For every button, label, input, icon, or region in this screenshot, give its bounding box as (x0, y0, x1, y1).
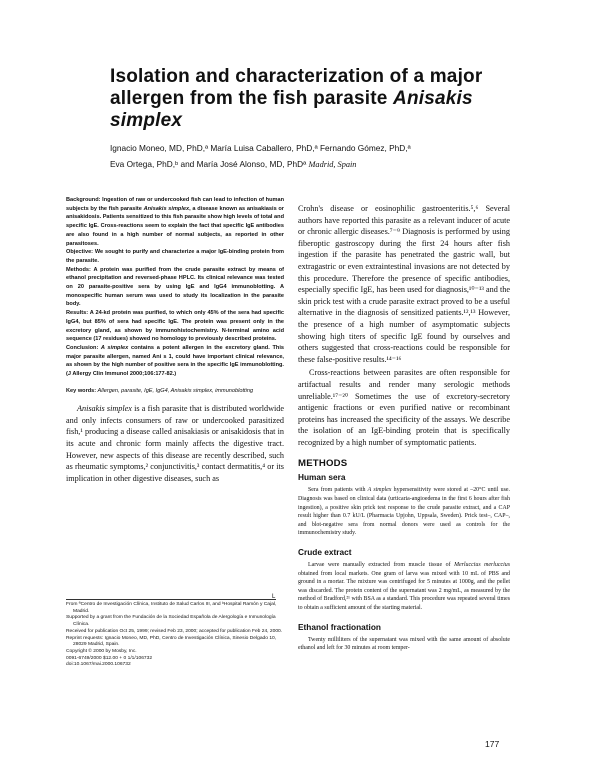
footnote-reprint: Reprint requests: Ignacio Moneo, MD, PhD, Centro de Investigación Clínica, Sinesio Delgado 10, 28029 Madrid, Spain. (66, 635, 277, 648)
crude-extract-heading: Crude extract (298, 547, 352, 558)
footnote-affiliation: From ªCentro de Investigación Clínica, Instituto de Salud Carlos III, and ᵇHospital Ramón y Cajal, Madrid. (66, 602, 277, 614)
authors-line-1: Ignacio Moneo, MD, PhD,ª María Luisa Caballero, PhD,ª Fernando Gómez, PhD,ª (110, 143, 411, 153)
title-line-3: simplex (110, 110, 183, 131)
title-line-2: allergen from the fish parasite Anisakis (110, 88, 473, 109)
abstract-results: Results: A 24-kd protein was purified, to which only 45% of the sera had specific IgG4, but 85% of sera had specific IgE. The protein was present only in the excretory gland, as shown by immunohistochemistry. N-terminal amino acid sequence (17 residues) showed no homology to previously described proteins. (66, 310, 284, 343)
abstract-objective: Objective: We sought to purify and characterize a major IgE-binding protein from the parasite. (66, 249, 284, 264)
left-column (66, 196, 284, 484)
methods-heading: METHODS (298, 458, 348, 470)
authors-line-2: Eva Ortega, PhD,ᵇ and María José Alonso, MD, PhDª Madrid, Spain (110, 159, 357, 169)
footnote-copyright: Copyright © 2000 by Mosby, Inc. (66, 648, 137, 654)
ethanol-fractionation-text: Twenty milliliters of the supernatant was mixed with the same amount of absolute ethanol and left for 30 minutes at room temper- (298, 636, 510, 652)
body-paragraph-2: Cross-reactions between parasites are often responsible for artifactual results and render many serologic methods unreliable.¹⁷⁻²⁰ Sometimes the use of excretory-secretory antigenic fractions or even purified native or recombinant proteins has increased the specificity of the assays. We describe the isolation of an IgE-binding protein that is specifically recognized by a high number of symptomatic patients. (298, 368, 510, 447)
author-list (110, 140, 490, 173)
article-title (110, 66, 510, 132)
crude-extract-text: Larvae were manually extracted from muscle tissue of Merluccius merluccius obtained from local markets. One gram of larva was mixed with 10 mL of PBS and ground in a mortar. The mixture was centrifuged for 5 minutes at 1000g, and the pellet was discarded. The protein content of the supernatant was 2 mg/mL, as measured by the method of Bradford,²¹ with BSA as a standard. This procedure was repeated several times to obtain a sufficient amount of the starting material. (298, 562, 510, 611)
title-line-1: Isolation and characterization of a major (110, 66, 483, 87)
page-number: 177 (485, 739, 500, 749)
abstract-methods: Methods: A protein was purified from the crude parasite extract by means of ethanol precipitation and reversed-phase HPLC. Its clinical relevance was tested on 20 parasite-positive sera by using IgE and IgG4 immunoblotting. A monospecific human serum was used to study its localization in the parasite body. (66, 266, 284, 308)
right-column (298, 203, 510, 653)
footnote-received: Received for publication Oct 25, 1999; revised Feb 23, 2000; accepted for publication Feb 24, 2000. (66, 628, 283, 634)
ethanol-fractionation-heading: Ethanol fractionation (298, 621, 381, 632)
intro-paragraph: Anisakis simplex is a fish parasite that is distributed worldwide and only infects consumers of raw or undercooked parasitized fish,¹ producing a disease called anisakiasis or anisakidosis that in its acute and chronic form mainly affects the digestive tract. However, new aspects of this disease are recently described, such as rheumatic symptoms,² conjunctivitis,³ contact dermatitis,⁴ or its implication in other digestive diseases, such as (66, 404, 284, 483)
footnote-divider (66, 599, 276, 600)
human-sera-text: Sera from patients with A simplex hypersensitivity were stored at –20°C until use. Diagnosis was based on clinical data (urticaria-angioedema in the first 6 hours after fish ingestion), a positive skin prick test response to the crude parasite extract, and a CAP result higher than 0.7 kU/L (Pharmacia Upjohn, Uppsala, Sweden). Prick test–, CAP–, and blot-negative sera from normal donors were used as controls for the immunochemistry study. (298, 487, 510, 537)
abstract-conclusion: Conclusion: A simplex contains a potent allergen in the excretory gland. This major parasite allergen, named Ani s 1, could have important clinical relevance, as shown by the high number of positive sera in the specific IgE immunoblotting. (J Allergy Clin Immunol 2000;106:177-82.) (66, 344, 284, 378)
footnote-issn: 0091-6749/2000 $12.00 + 0 1/1/106732 (66, 655, 153, 661)
author-location: Madrid, Spain (308, 160, 357, 169)
abstract (66, 196, 284, 379)
footnotes (66, 602, 284, 669)
keywords: Key words: Allergen, parasite, IgE, IgG4, Anisakis simplex, immunoblotting (66, 387, 254, 394)
human-sera-heading: Human sera (298, 472, 346, 483)
footnote-doi: doi:10.1067/mai.2000.106732 (66, 662, 131, 668)
title-italic-genus: Anisakis (393, 88, 473, 109)
footnote-corner-mark: L (272, 594, 276, 600)
body-paragraph-1: Crohn's disease or eosinophilic gastroenteritis.⁵,⁶ Several authors have reported this parasite as a relevant inducer of acute or chronic allergic diseases.⁷⁻⁹ Diagnosis is performed by using fiberoptic gastroscopy during the first 24 hours after fish ingestion if the parasite has penetrated the gastric wall, but extragastric or even extraintestinal invasions are not detected by this procedure. Therefore the presence of specific antibodies, especially specific IgE, has been used for diagnosis,¹⁰⁻¹³ and the skin prick test with a crude parasite extract proved to be a useful alternative in the diagnosis of sensitized patients.¹²,¹³ However, the presence of a high number of asymptomatic subjects showing high titers of specific IgE found by ourselves and others suggested that cross-reactions could be responsible for these false-positive results.¹⁴⁻¹⁶ (298, 204, 510, 364)
abstract-background: Background: Ingestion of raw or undercooked fish can lead to infection of human subjects by the fish parasite Anisakis simplex, a disease known as anisakiasis or anisakidosis. Patients sensitized to this fish parasite show high levels of total and specific IgE. Cross-reactions seem to explain the fact that specific IgE antibodies are also found in a high number of normal subjects, as reported in other parasitoses. (66, 197, 284, 247)
footnote-support: Supported by a grant from the Fundación de la Sociedad Española de Alergología e Inmunología Clínica. (66, 615, 276, 628)
